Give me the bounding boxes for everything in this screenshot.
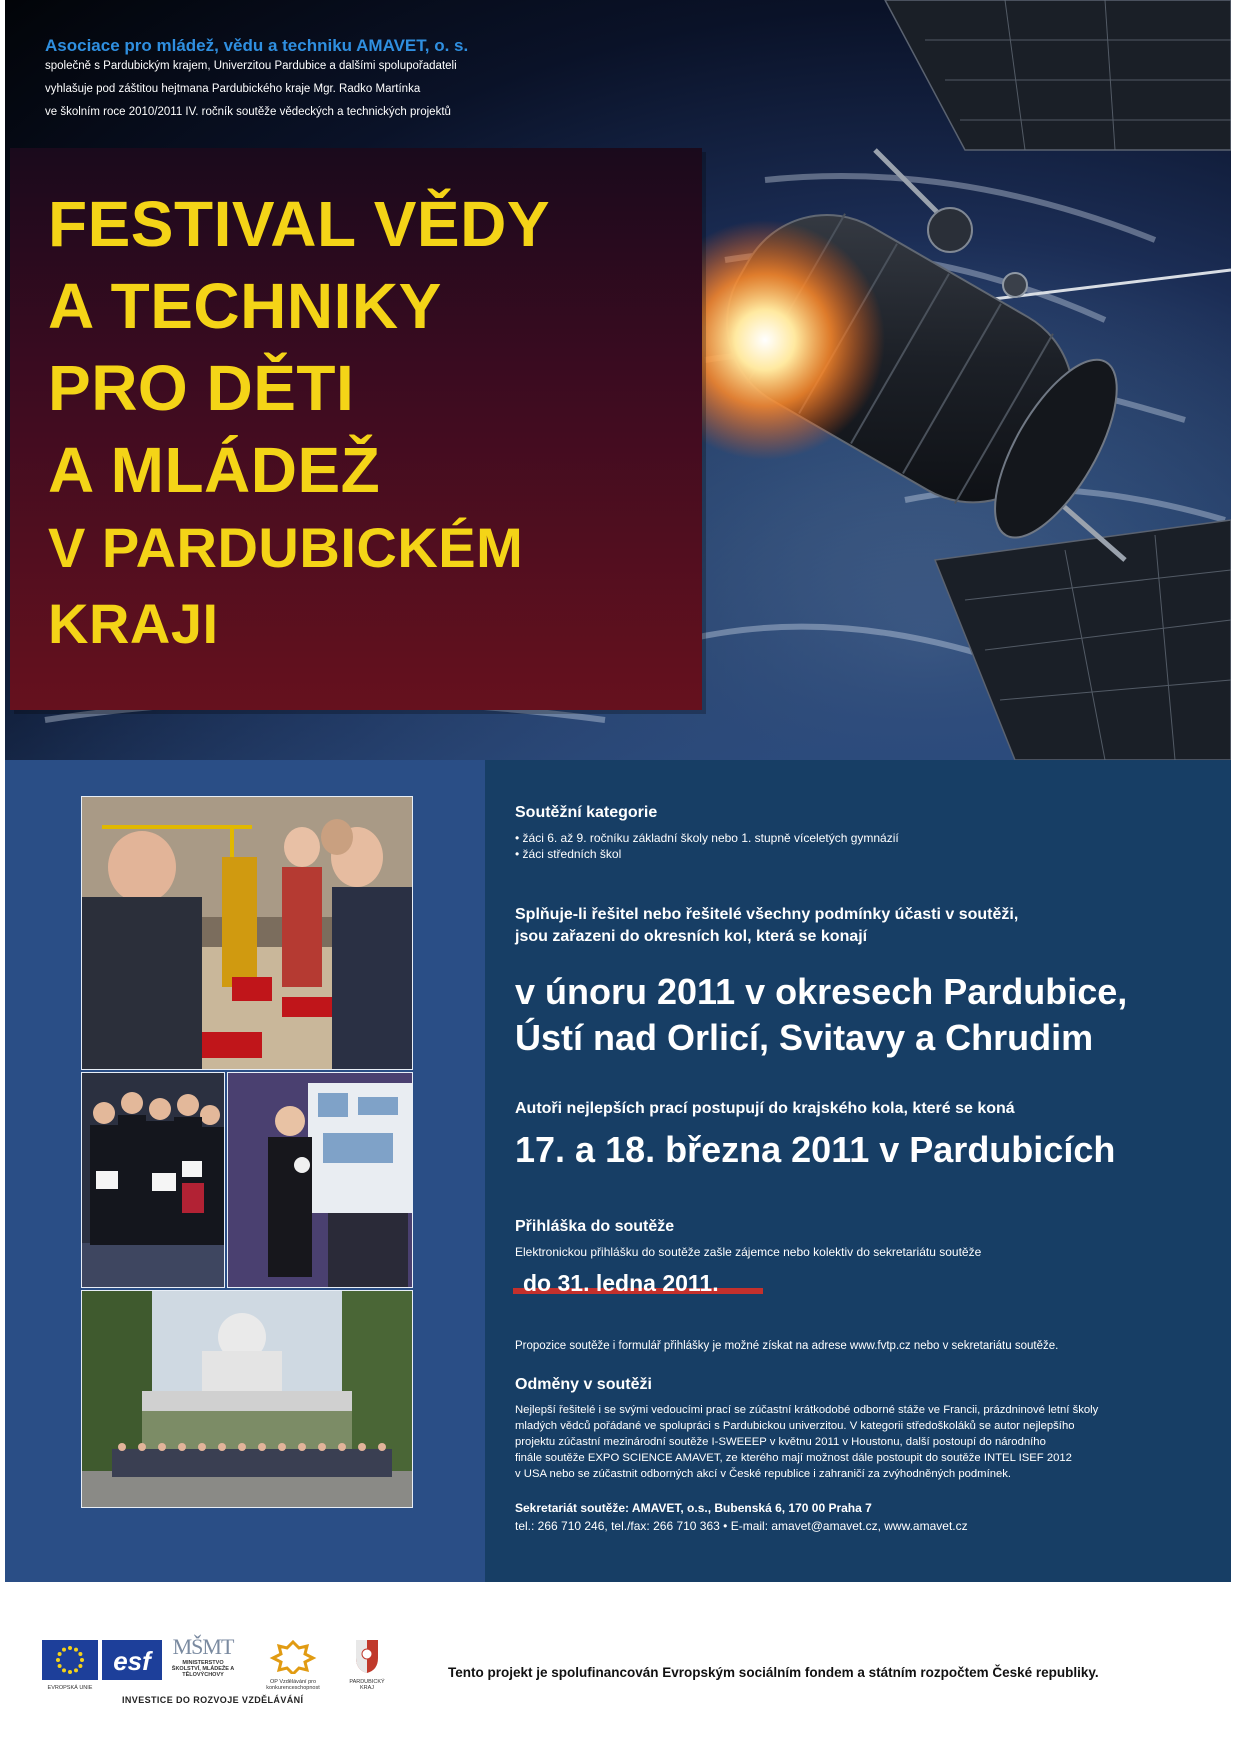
org-name: Asociace pro mládež, vědu a techniku AMAVET, o. s. [45,36,469,55]
title-line-3: PRO DĚTI [48,352,355,424]
deadline-block [513,1268,763,1302]
rewards-line-4: finále soutěže EXPO SCIENCE AMAVET, ze kterého mají možnost dále postoupit do soutěže INTEL ISEF 2012 [515,1452,1072,1464]
condition-text-1: Splňuje-li řešitel nebo řešitelé všechny podmínky účasti v soutěži, [515,906,1019,923]
esf-logo-text: esf [113,1646,151,1676]
msmt-logo [168,1634,238,1690]
pardubice-caption: PARDUBICKÝ KRAJ [349,1679,385,1691]
op-vk-logo [265,1640,321,1691]
photo-panel [5,760,485,1582]
application-text: Elektronickou přihlášku do soutěže zašle zájemce nebo kolektiv do sekretariátu soutěže [515,1245,982,1259]
contact-line: tel.: 266 710 246, tel./fax: 266 710 363 • E-mail: amavet@amavet.cz, www.amavet.cz [515,1519,968,1533]
title-line-5: V PARDUBICKÉM [48,516,524,579]
org-line-1: společně s Pardubickým krajem, Univerzitou Pardubice a dalšími spolupořadateli [45,60,457,72]
condition-text-2: jsou zařazeni do okresních kol, která se konají [515,928,868,945]
photo-award-group [81,1072,225,1288]
eu-flag-icon [42,1640,98,1680]
title-line-6: KRAJI [48,592,219,655]
pardubice-crest-icon [342,1638,392,1674]
rewards-heading: Odměny v soutěži [515,1376,652,1393]
photo-student-poster [227,1072,413,1288]
op-vk-caption: OP Vzdělávání pro konkurenceschopnost [266,1679,320,1691]
regional-text: Autoři nejlepších prací postupují do krajského kola, které se koná [515,1100,1015,1117]
org-line-2: vyhlašuje pod záštitou hejtmana Pardubického kraje Mgr. Radko Martínka [45,83,421,95]
rewards-line-2: mladých vědců pořádané ve spolupráci s Pardubickou univerzitou. V kategorii středoškoláků se autor nejlepšího [515,1420,1075,1432]
msmt-caption: MINISTERSTVO ŠKOLSTVÍ, MLÁDEŽE A TĚLOVÝCHOVY [171,1660,235,1678]
eu-caption: EVROPSKÁ UNIE [47,1685,93,1691]
esf-logo [102,1640,162,1688]
hero-banner [5,0,1231,760]
title-box [10,148,702,710]
title-line-1: FESTIVAL VĚDY [48,188,550,260]
category-item-1: • žáci 6. až 9. ročníku základní školy nebo 1. stupně víceletých gymnázií [515,831,899,845]
pardubice-crest-logo [342,1638,392,1691]
funding-text: Tento projekt je spolufinancován Evropským sociálním fondem a státním rozpočtem České republiky. [448,1665,1099,1680]
rewards-line-1: Nejlepší řešitelé i se svými vedoucími prací se zúčastní krátkodobé odborné stáže ve Francii, prázdninové letní školy [515,1404,1099,1416]
regional-date: 17. a 18. března 2011 v Pardubicích [515,1129,1116,1170]
eu-flag-logo [42,1640,98,1691]
org-line-3: ve školním roce 2010/2011 IV. ročník soutěže vědeckých a technických projektů [45,106,451,118]
secretariat-line: Sekretariát soutěže: AMAVET, o.s., Bubenská 6, 170 00 Praha 7 [515,1501,872,1515]
district-line-2: Ústí nad Orlicí, Svitavy a Chrudim [515,1017,1094,1058]
deadline-text: do 31. ledna 2011. [523,1270,719,1296]
application-heading: Přihláška do soutěže [515,1218,675,1235]
propozice-text: Propozice soutěže i formulář přihlášky je možné získat na adrese www.fvtp.cz nebo v sekretariátu soutěže. [515,1340,1059,1352]
rewards-line-5: v USA nebo se zúčastnit odborných akcí v České republice i zahraničí za zvýhodněných podmínek. [515,1468,1012,1480]
photo-paris-group [81,1290,413,1508]
title-line-4: A MLÁDEŽ [48,434,381,506]
categories-heading: Soutěžní kategorie [515,804,658,821]
photo-robotics [81,796,413,1070]
investice-text: INVESTICE DO ROZVOJE VZDĚLÁVÁNÍ [122,1695,304,1705]
info-panel [485,760,1231,1582]
district-line-1: v únoru 2011 v okresech Pardubice, [515,971,1128,1012]
msmt-letters: MŠMT [172,1634,234,1659]
rewards-line-3: projektu zúčastní mezinárodní soutěže I-SWEEEP v květnu 2011 v Houstonu, další postoupí do národního [515,1436,1046,1448]
title-line-2: A TECHNIKY [48,270,442,342]
category-item-2: • žáci středních škol [515,847,622,861]
op-vk-icon [265,1640,321,1674]
esf-icon [102,1640,162,1680]
